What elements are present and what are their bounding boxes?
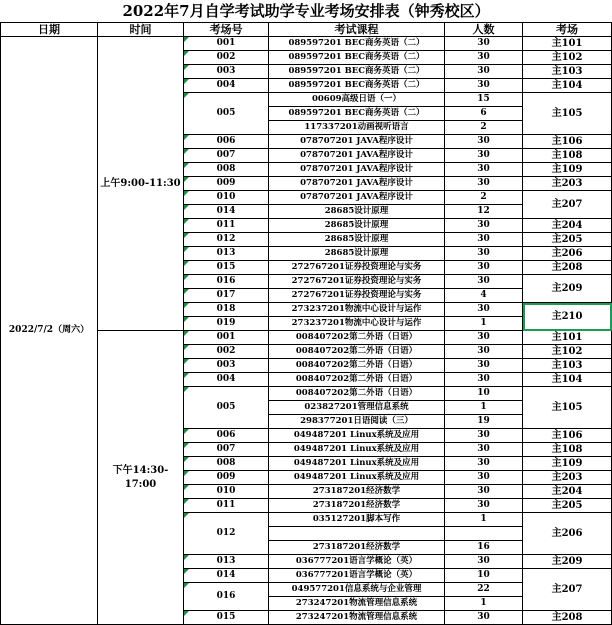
exam-room-no-value: 014 <box>216 570 236 580</box>
exam-room-no-value: 003 <box>216 360 236 370</box>
room-cell[interactable]: 主205 <box>523 499 612 513</box>
exam-room-no-value: 010 <box>216 192 236 202</box>
course-cell[interactable]: 049577201信息系统与企业管理 <box>269 583 445 597</box>
count-cell[interactable]: 30 <box>445 37 523 51</box>
error-indicator-icon <box>184 373 189 378</box>
room-cell[interactable]: 主104 <box>523 373 612 387</box>
error-indicator-icon <box>184 443 189 448</box>
count-cell[interactable]: 30 <box>445 177 523 191</box>
room-cell[interactable]: 主208 <box>523 611 612 625</box>
exam-room-no-value: 009 <box>216 472 236 482</box>
exam-room-no-cell[interactable] <box>184 443 269 457</box>
course-cell[interactable]: 078707201 JAVA程序设计 <box>269 149 445 163</box>
count-cell[interactable]: 30 <box>445 359 523 373</box>
count-cell[interactable] <box>445 527 523 541</box>
exam-room-no-cell[interactable] <box>184 485 269 499</box>
course-cell[interactable]: 008407202第二外语（日语） <box>269 331 445 345</box>
course-cell[interactable]: 078707201 JAVA程序设计 <box>269 135 445 149</box>
count-cell[interactable]: 30 <box>445 457 523 471</box>
count-cell[interactable]: 30 <box>445 163 523 177</box>
count-cell[interactable]: 30 <box>445 345 523 359</box>
error-indicator-icon <box>184 191 189 196</box>
count-cell[interactable]: 16 <box>445 541 523 555</box>
exam-room-no-cell[interactable] <box>184 177 269 191</box>
exam-room-no-value: 003 <box>216 66 236 76</box>
exam-room-no-value: 007 <box>216 150 236 160</box>
count-cell[interactable]: 30 <box>445 331 523 345</box>
date-cell[interactable]: 2022/7/2（周六） <box>1 37 98 625</box>
header-time[interactable]: 时间 <box>98 23 184 37</box>
exam-room-no-value: 018 <box>216 304 236 314</box>
course-cell[interactable]: 273187201经济数学 <box>269 485 445 499</box>
exam-room-no-value: 008 <box>216 164 236 174</box>
exam-room-no-cell[interactable] <box>184 149 269 163</box>
error-indicator-icon <box>184 219 189 224</box>
error-indicator-icon <box>184 51 189 56</box>
exam-room-no-cell[interactable] <box>184 317 269 331</box>
exam-room-no-cell[interactable] <box>184 359 269 373</box>
error-indicator-icon <box>184 485 189 490</box>
session-time-cell[interactable]: 下午14:30-17:00 <box>98 331 184 625</box>
course-cell[interactable]: 298377201日语阅读（三） <box>269 415 445 429</box>
count-cell[interactable]: 30 <box>445 429 523 443</box>
exam-room-no-cell[interactable] <box>184 499 269 513</box>
error-indicator-icon <box>184 457 189 462</box>
room-cell[interactable]: 主207 <box>523 191 612 219</box>
error-indicator-icon <box>184 611 189 616</box>
course-cell[interactable]: 049487201 Linux系统及应用 <box>269 471 445 485</box>
exam-room-no-cell[interactable] <box>184 611 269 625</box>
header-exam-room-no[interactable]: 考场号 <box>184 23 269 37</box>
error-indicator-icon <box>184 247 189 252</box>
error-indicator-icon <box>184 359 189 364</box>
exam-room-no-cell[interactable] <box>184 65 269 79</box>
exam-room-no-cell[interactable] <box>184 303 269 317</box>
exam-room-no-value: 005 <box>216 108 236 118</box>
room-cell[interactable]: 主103 <box>523 359 612 373</box>
room-cell[interactable]: 主206 <box>523 247 612 261</box>
course-cell[interactable]: 28685设计原理 <box>269 205 445 219</box>
exam-room-no-cell[interactable] <box>184 51 269 65</box>
exam-room-no-value: 012 <box>216 234 236 244</box>
count-cell[interactable]: 30 <box>445 485 523 499</box>
course-cell[interactable]: 089597201 BEC商务英语（二） <box>269 37 445 51</box>
exam-room-no-value: 016 <box>216 591 236 601</box>
room-cell[interactable]: 主109 <box>523 163 612 177</box>
room-cell[interactable]: 主203 <box>523 471 612 485</box>
error-indicator-icon <box>184 261 189 266</box>
count-cell[interactable]: 10 <box>445 569 523 583</box>
course-cell[interactable]: 089597201 BEC商务英语（二） <box>269 79 445 93</box>
error-indicator-icon <box>184 569 189 574</box>
error-indicator-icon <box>184 387 189 392</box>
course-cell[interactable]: 008407202第二外语（日语） <box>269 387 445 401</box>
room-cell[interactable]: 主101 <box>523 37 612 51</box>
exam-room-no-cell[interactable] <box>184 373 269 387</box>
room-cell[interactable]: 主106 <box>523 135 612 149</box>
error-indicator-icon <box>184 303 189 308</box>
room-cell[interactable]: 主102 <box>523 51 612 65</box>
table-row <box>1 37 612 51</box>
count-cell[interactable]: 30 <box>445 275 523 289</box>
count-cell[interactable]: 30 <box>445 471 523 485</box>
count-cell[interactable]: 30 <box>445 65 523 79</box>
exam-room-no-value: 012 <box>216 528 236 538</box>
exam-room-no-value: 011 <box>216 500 236 510</box>
course-cell[interactable]: 008407202第二外语（日语） <box>269 345 445 359</box>
course-cell[interactable] <box>269 527 445 541</box>
exam-room-no-value: 011 <box>216 220 236 230</box>
course-cell[interactable]: 28685设计原理 <box>269 247 445 261</box>
header-course[interactable]: 考试课程 <box>269 23 445 37</box>
room-cell[interactable]: 主108 <box>523 149 612 163</box>
exam-room-no-cell[interactable] <box>184 93 269 135</box>
course-cell[interactable]: 273247201物流管理信息系统 <box>269 611 445 625</box>
exam-room-no-value: 009 <box>216 178 236 188</box>
exam-room-no-value: 004 <box>216 374 236 384</box>
count-cell[interactable]: 30 <box>445 443 523 457</box>
count-cell[interactable]: 30 <box>445 261 523 275</box>
count-cell[interactable]: 30 <box>445 233 523 247</box>
course-cell[interactable]: 049487201 Linux系统及应用 <box>269 457 445 471</box>
count-cell[interactable]: 30 <box>445 135 523 149</box>
room-cell[interactable]: 主105 <box>523 387 612 429</box>
count-cell[interactable]: 1 <box>445 401 523 415</box>
exam-room-no-value: 007 <box>216 444 236 454</box>
room-cell[interactable]: 主108 <box>523 443 612 457</box>
exam-room-no-value: 001 <box>216 332 236 342</box>
count-cell[interactable]: 12 <box>445 205 523 219</box>
count-cell[interactable]: 30 <box>445 611 523 625</box>
count-cell[interactable]: 30 <box>445 303 523 317</box>
course-cell[interactable]: 117337201动画视听语言 <box>269 121 445 135</box>
exam-room-no-value: 017 <box>216 290 236 300</box>
course-cell[interactable]: 272767201证券投资理论与实务 <box>269 275 445 289</box>
exam-room-no-cell[interactable] <box>184 275 269 289</box>
exam-room-no-cell[interactable] <box>184 219 269 233</box>
count-cell[interactable]: 1 <box>445 317 523 331</box>
course-cell[interactable]: 089597201 BEC商务英语（二） <box>269 107 445 121</box>
room-cell[interactable]: 主207 <box>523 569 612 611</box>
exam-room-no-value: 015 <box>216 612 236 622</box>
course-cell[interactable]: 078707201 JAVA程序设计 <box>269 191 445 205</box>
error-indicator-icon <box>184 149 189 154</box>
error-indicator-icon <box>184 163 189 168</box>
count-cell[interactable]: 30 <box>445 79 523 93</box>
room-cell[interactable]: 主109 <box>523 457 612 471</box>
error-indicator-icon <box>184 555 189 560</box>
exam-room-no-cell[interactable] <box>184 247 269 261</box>
error-indicator-icon <box>184 345 189 350</box>
exam-room-no-value: 006 <box>216 430 236 440</box>
error-indicator-icon <box>184 317 189 322</box>
count-cell[interactable]: 10 <box>445 387 523 401</box>
exam-room-no-value: 002 <box>216 346 236 356</box>
exam-room-no-cell[interactable] <box>184 471 269 485</box>
error-indicator-icon <box>184 471 189 476</box>
room-cell[interactable]: 主208 <box>523 261 612 275</box>
count-cell[interactable]: 30 <box>445 219 523 233</box>
exam-room-no-value: 014 <box>216 206 236 216</box>
exam-room-no-cell[interactable] <box>184 289 269 303</box>
header-count[interactable]: 人数 <box>445 23 523 37</box>
session-time-cell[interactable]: 上午9:00-11:30 <box>98 37 184 331</box>
room-cell[interactable]: 主104 <box>523 79 612 93</box>
room-cell[interactable]: 主101 <box>523 331 612 345</box>
course-cell[interactable]: 272767201证券投资理论与实务 <box>269 261 445 275</box>
error-indicator-icon <box>184 37 189 42</box>
error-indicator-icon <box>184 499 189 504</box>
course-cell[interactable]: 273237201物流中心设计与运作 <box>269 303 445 317</box>
room-cell[interactable]: 主204 <box>523 485 612 499</box>
error-indicator-icon <box>184 135 189 140</box>
error-indicator-icon <box>184 205 189 210</box>
exam-room-no-cell[interactable] <box>184 191 269 205</box>
error-indicator-icon <box>184 177 189 182</box>
exam-room-no-cell[interactable] <box>184 429 269 443</box>
count-cell[interactable]: 30 <box>445 499 523 513</box>
course-cell[interactable]: 049487201 Linux系统及应用 <box>269 429 445 443</box>
count-cell[interactable]: 2 <box>445 191 523 205</box>
count-cell[interactable]: 19 <box>445 415 523 429</box>
course-cell[interactable]: 28685设计原理 <box>269 233 445 247</box>
course-cell[interactable]: 273247201物流管理信息系统 <box>269 597 445 611</box>
course-cell[interactable]: 00609高级日语（一） <box>269 93 445 107</box>
room-cell[interactable]: 主103 <box>523 65 612 79</box>
room-cell[interactable]: 主206 <box>523 513 612 555</box>
course-cell[interactable]: 078707201 JAVA程序设计 <box>269 177 445 191</box>
course-cell[interactable]: 008407202第二外语（日语） <box>269 373 445 387</box>
room-cell[interactable]: 主203 <box>523 177 612 191</box>
course-cell[interactable]: 089597201 BEC商务英语（二） <box>269 65 445 79</box>
course-cell[interactable]: 273187201经济数学 <box>269 499 445 513</box>
count-cell[interactable]: 30 <box>445 555 523 569</box>
course-cell[interactable]: 023827201管理信息系统 <box>269 401 445 415</box>
count-cell[interactable]: 30 <box>445 51 523 65</box>
course-cell[interactable]: 036777201语言学概论（英） <box>269 555 445 569</box>
count-cell[interactable]: 30 <box>445 247 523 261</box>
exam-room-no-cell[interactable] <box>184 261 269 275</box>
course-cell[interactable]: 089597201 BEC商务英语（二） <box>269 51 445 65</box>
error-indicator-icon <box>184 331 189 336</box>
exam-room-no-value: 006 <box>216 136 236 146</box>
count-cell[interactable]: 6 <box>445 107 523 121</box>
exam-room-no-cell[interactable] <box>184 457 269 471</box>
header-room[interactable]: 考场 <box>523 23 612 37</box>
exam-room-no-value: 002 <box>216 52 236 62</box>
exam-room-no-value: 001 <box>216 38 236 48</box>
exam-room-no-cell[interactable] <box>184 79 269 93</box>
room-cell-selected[interactable]: 主210 <box>523 303 612 331</box>
room-cell[interactable]: 主205 <box>523 233 612 247</box>
course-cell[interactable]: 049487201 Linux系统及应用 <box>269 443 445 457</box>
course-cell[interactable]: 036777201语言学概论（英） <box>269 569 445 583</box>
exam-room-no-value: 019 <box>216 318 236 328</box>
error-indicator-icon <box>184 79 189 84</box>
sheet-title[interactable]: 2022年7月自学考试助学专业考场安排表（钟秀校区） <box>1 0 612 23</box>
room-cell[interactable]: 主106 <box>523 429 612 443</box>
exam-room-no-value: 013 <box>216 556 236 566</box>
course-cell[interactable]: 035127201脚本写作 <box>269 513 445 527</box>
exam-room-no-value: 010 <box>216 486 236 496</box>
error-indicator-icon <box>184 65 189 70</box>
course-cell[interactable]: 078707201 JAVA程序设计 <box>269 163 445 177</box>
error-indicator-icon <box>184 289 189 294</box>
count-cell[interactable]: 30 <box>445 373 523 387</box>
course-cell[interactable]: 272767201证券投资理论与实务 <box>269 289 445 303</box>
count-cell[interactable]: 4 <box>445 289 523 303</box>
error-indicator-icon <box>184 93 189 98</box>
room-cell[interactable]: 主209 <box>523 555 612 569</box>
room-cell[interactable]: 主105 <box>523 93 612 135</box>
exam-room-no-cell[interactable] <box>184 135 269 149</box>
exam-room-no-cell[interactable] <box>184 345 269 359</box>
count-cell[interactable]: 1 <box>445 597 523 611</box>
exam-room-no-value: 013 <box>216 248 236 258</box>
error-indicator-icon <box>184 275 189 280</box>
exam-room-no-value: 004 <box>216 80 236 90</box>
exam-room-no-cell[interactable] <box>184 205 269 219</box>
exam-room-no-value: 005 <box>216 402 236 412</box>
count-cell[interactable]: 1 <box>445 513 523 527</box>
course-cell[interactable]: 273187201经济数学 <box>269 541 445 555</box>
room-cell[interactable]: 主204 <box>523 219 612 233</box>
count-cell[interactable]: 30 <box>445 149 523 163</box>
course-cell[interactable]: 008407202第二外语（日语） <box>269 359 445 373</box>
error-indicator-icon <box>184 583 189 588</box>
room-cell[interactable]: 主209 <box>523 275 612 303</box>
error-indicator-icon <box>184 429 189 434</box>
exam-room-no-cell[interactable] <box>184 331 269 345</box>
exam-room-no-value: 016 <box>216 276 236 286</box>
exam-room-no-value: 008 <box>216 458 236 468</box>
course-cell[interactable]: 28685设计原理 <box>269 219 445 233</box>
error-indicator-icon <box>184 513 189 518</box>
exam-room-no-cell[interactable] <box>184 37 269 51</box>
exam-room-no-cell[interactable] <box>184 583 269 611</box>
exam-room-no-cell[interactable] <box>184 387 269 429</box>
room-cell[interactable]: 主102 <box>523 345 612 359</box>
header-date[interactable]: 日期 <box>1 23 98 37</box>
exam-room-no-cell[interactable] <box>184 555 269 569</box>
error-indicator-icon <box>184 233 189 238</box>
count-cell[interactable]: 22 <box>445 583 523 597</box>
count-cell[interactable]: 15 <box>445 93 523 107</box>
exam-room-no-cell[interactable] <box>184 513 269 555</box>
exam-room-no-cell[interactable] <box>184 569 269 583</box>
count-cell[interactable]: 2 <box>445 121 523 135</box>
course-cell[interactable]: 273237201物流中心设计与运作 <box>269 317 445 331</box>
exam-room-no-cell[interactable] <box>184 163 269 177</box>
exam-room-no-value: 015 <box>216 262 236 272</box>
exam-room-no-cell[interactable] <box>184 233 269 247</box>
